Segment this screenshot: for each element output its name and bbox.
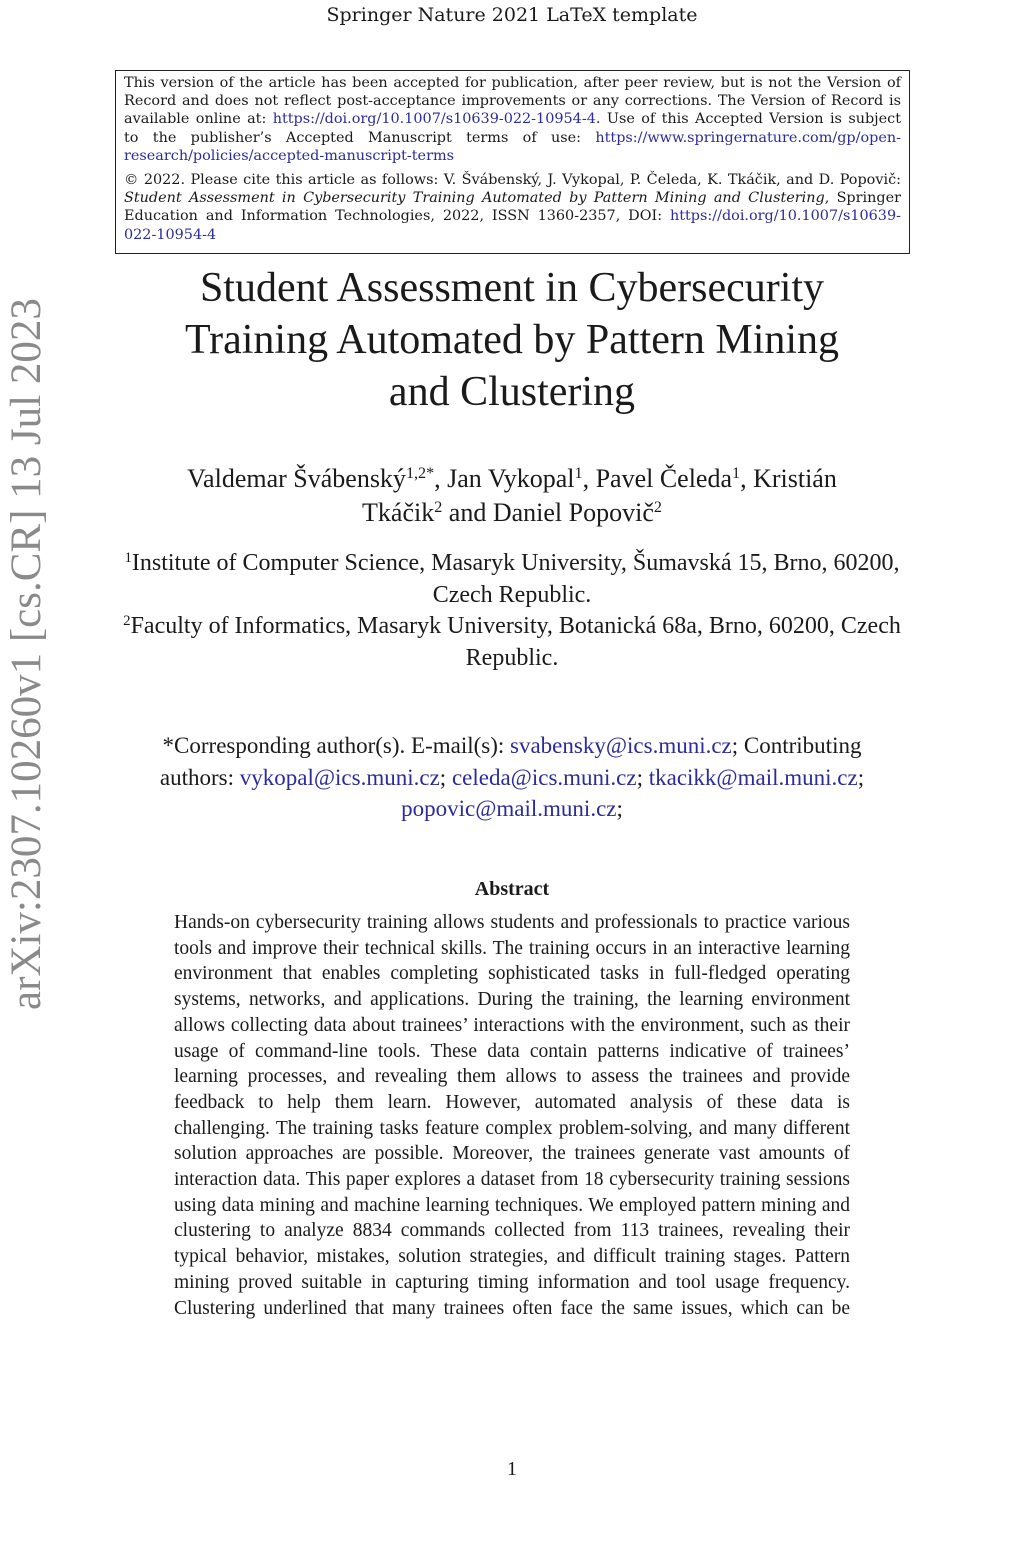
notice-paragraph bbox=[124, 74, 901, 165]
affiliation-2 bbox=[120, 611, 904, 674]
contributing-email-link[interactable]: vykopal@ics.muni.cz bbox=[239, 764, 440, 790]
contributing-email-link[interactable]: popovic@mail.muni.cz bbox=[401, 796, 617, 821]
contributing-email-link[interactable]: celeda@ics.muni.cz bbox=[451, 764, 637, 790]
contributing-label: Contributing authors: bbox=[159, 733, 862, 790]
arxiv-identifier: arXiv:2307.10260v1 [cs.CR] 13 Jul 2023 bbox=[3, 298, 50, 1010]
author-affiliation-mark: 1,2* bbox=[405, 465, 435, 483]
abstract-heading: Abstract bbox=[474, 878, 550, 900]
page-number: 1 bbox=[507, 1458, 517, 1480]
author-name: Pavel Čeleda bbox=[595, 464, 733, 493]
accepted-version-notice bbox=[115, 70, 910, 254]
affiliation-text: Institute of Computer Science, Masaryk University, Šumavská 15, Brno, 60200, Czech Republic. bbox=[131, 550, 900, 608]
affiliation-1 bbox=[120, 548, 904, 611]
author-affiliation-mark: 1 bbox=[574, 465, 583, 483]
citation-title: Student Assessment in Cybersecurity Training Automated by Pattern Mining and Clustering bbox=[124, 190, 825, 207]
corresponding-label: *Corresponding author(s). E-mail(s): bbox=[162, 733, 505, 758]
corresponding-email-link[interactable]: svabensky@ics.muni.cz bbox=[510, 733, 732, 758]
terms-link[interactable]: https://www.springernature.com/gp/open-research/policies/accepted-manuscript-terms bbox=[124, 129, 901, 164]
correspondence: *Corresponding author(s). E-mail(s): svabensky@ics.muni.cz; Contributing authors: vykopal@ics.muni.cz; celeda@ics.muni.cz; tkacikk@mail.muni.cz; popovic@mail.muni.cz; bbox=[159, 733, 865, 821]
affiliation-number: 1 bbox=[124, 549, 132, 566]
running-header: Springer Nature 2021 LaTeX template bbox=[326, 4, 698, 26]
notice-text-2: . Use of this Accepted Version is subject to the publisher’s Accepted Manuscript terms of use: bbox=[124, 111, 901, 146]
affiliation-number: 2 bbox=[123, 612, 131, 629]
author-list: Valdemar Švábenský$^{1,2*}$, Jan Vykopal$^1$, Pavel Čeleda$^1$, Kristián Tkáčik$^2$ and Daniel Popovič$^2$ bbox=[187, 464, 837, 527]
author-name: Jan Vykopal bbox=[447, 464, 575, 493]
paper-title: Student Assessment in Cybersecurity Training Automated by Pattern Mining and Clustering bbox=[184, 265, 840, 415]
author-name: Daniel Popovič bbox=[492, 498, 654, 527]
author-name: Valdemar Švábenský bbox=[187, 464, 406, 493]
author-affiliation-mark: 2 bbox=[653, 499, 662, 517]
citation-paragraph bbox=[124, 171, 901, 244]
abstract-text: Hands-on cybersecurity training allows students and professionals to practice various tools and improve their technical skills. The training occurs in an interactive learning environment that enables completing sophisticated tasks in full-fledged operating systems, networks, and applications. During the training, the learning environment allows collecting data about trainees’ interactions with the environment, such as their usage of command-line tools. These data contain patterns indicative of trainees’ learning processes, and revealing them allows to assess the trainees and provide feedback to help them learn. However, automated analysis of these data is challenging. The training tasks feature complex problem-solving, and many different solution approaches are possible. Moreover, the trainees generate vast amounts of interaction data. This paper explores a dataset from 18 cybersecurity training sessions using data mining and machine learning techniques. We employed pattern mining and clustering to analyze 8834 commands collected from 113 trainees, revealing their typical behavior, mistakes, solution strategies, and difficult training stages. Pattern mining proved suitable in capturing timing information and tool usage frequency. Clustering underlined that many trainees often face the same issues, which can be bbox=[174, 912, 850, 1319]
affiliation-text: Faculty of Informatics, Masaryk University, Botanická 68a, Brno, 60200, Czech Republic. bbox=[130, 613, 901, 671]
contributing-email-link[interactable]: tkacikk@mail.muni.cz bbox=[648, 764, 858, 790]
author-affiliation-mark: 2 bbox=[434, 499, 443, 517]
doi-link[interactable]: https://doi.org/10.1007/s10639-022-10954-4 bbox=[272, 111, 596, 128]
citation-prefix: © 2022. Please cite this article as follows: V. Švábenský, J. Vykopal, P. Čeleda, K. Tkáčik, and D. Popovič: bbox=[124, 172, 901, 189]
notice-text: This version of the article has been accepted for publication, after peer review, but is not the Version of Record and does not reflect post-acceptance improvements or any corrections. The Version of Record is available online at: bbox=[124, 75, 901, 128]
author-name: Kristián Tkáčik bbox=[362, 464, 837, 527]
affiliations bbox=[120, 548, 904, 674]
citation-suffix: , Springer Education and Information Technologies, 2022, ISSN 1360-2357, DOI: bbox=[124, 190, 902, 225]
citation-doi-link[interactable]: https://doi.org/10.1007/s10639-022-10954-4 bbox=[124, 208, 901, 243]
author-affiliation-mark: 1 bbox=[732, 465, 741, 483]
